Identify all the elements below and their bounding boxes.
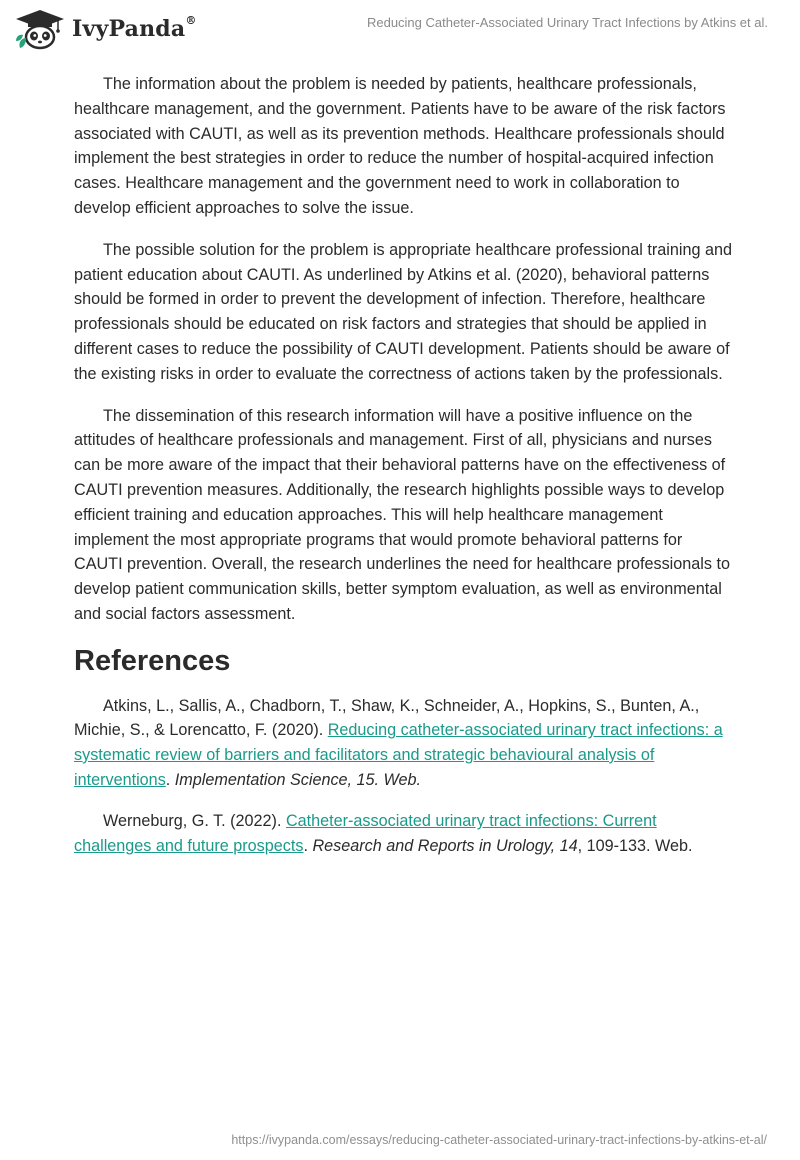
reference-authors: Atkins, L., Sallis, A., Chadborn, T., Shaw, K., Schneider, A., Hopkins, S., Bunten, A., Michie, S., & Lorencatto, F. (2020). bbox=[74, 696, 700, 740]
reference-link[interactable]: Reducing catheter-associated urinary tract infections: a systematic review of barriers and facilitators and strategic behavioural analysis of interventions bbox=[74, 721, 723, 789]
reference-separator: . bbox=[303, 836, 313, 855]
reference-tail: , 109-133. Web. bbox=[577, 836, 693, 855]
brand-name bbox=[72, 16, 197, 42]
references-heading: References bbox=[74, 644, 231, 677]
ivypanda-logo[interactable] bbox=[14, 8, 197, 50]
reference-source: Implementation Science, 15. Web. bbox=[174, 770, 422, 789]
body-paragraph: The information about the problem is needed by patients, healthcare professionals, healthcare management, and the government. Patients have to be aware of the risk factors associated with CAUTI, as well as its prevention methods. Healthcare professionals should implement the best strategies in order to reduce the number of hospital-acquired infection cases. Healthcare management and the government need to work in collaboration to develop efficient approaches to solve the issue. bbox=[74, 75, 726, 217]
body-paragraph: The dissemination of this research information will have a positive influence on the attitudes of healthcare professionals and management. First of all, physicians and nurses can be more aware of the impact that their behavioral patterns have on the effectiveness of CAUTI prevention measures. Additionally, the research highlights possible ways to develop efficient training and education approaches. This will help healthcare management implement the most appropriate programs that would promote behavioral patterns for CAUTI prevention. Overall, the research underlines the need for healthcare professionals to develop patient communication skills, better symptom evaluation, as well as environmental and social factors assessment. bbox=[74, 406, 730, 623]
body-paragraph: The possible solution for the problem is appropriate healthcare professional training and patient education about CAUTI. As underlined by Atkins et al. (2020), behavioral patterns should be formed in order to prevent the development of infection. Therefore, healthcare professionals should be educated on risk factors and strategies that should be applied in different cases to reduce the possibility of CAUTI development. Patients should be aware of the existing risks in order to evaluate the correctness of actions taken by the professionals. bbox=[74, 240, 732, 383]
reference-separator: . bbox=[165, 770, 175, 789]
registered-mark: ® bbox=[185, 14, 197, 27]
panda-graduate-icon bbox=[14, 8, 66, 50]
reference-entry bbox=[74, 809, 734, 858]
reference-source: Research and Reports in Urology, 14 bbox=[312, 836, 578, 855]
footer-source-url: https://ivypanda.com/essays/reducing-catheter-associated-urinary-tract-infections-by-atkins-et-al/ bbox=[231, 1133, 767, 1147]
running-title: Reducing Catheter-Associated Urinary Tract Infections by Atkins et al. bbox=[366, 15, 768, 30]
essay-content bbox=[74, 72, 734, 875]
reference-authors: Werneburg, G. T. (2022). bbox=[103, 812, 286, 831]
page-header bbox=[0, 0, 800, 60]
reference-link[interactable]: Catheter-associated urinary tract infections: Current challenges and future prospects bbox=[74, 812, 657, 855]
brand-text: IvyPanda bbox=[72, 16, 186, 42]
reference-entry bbox=[74, 694, 734, 792]
